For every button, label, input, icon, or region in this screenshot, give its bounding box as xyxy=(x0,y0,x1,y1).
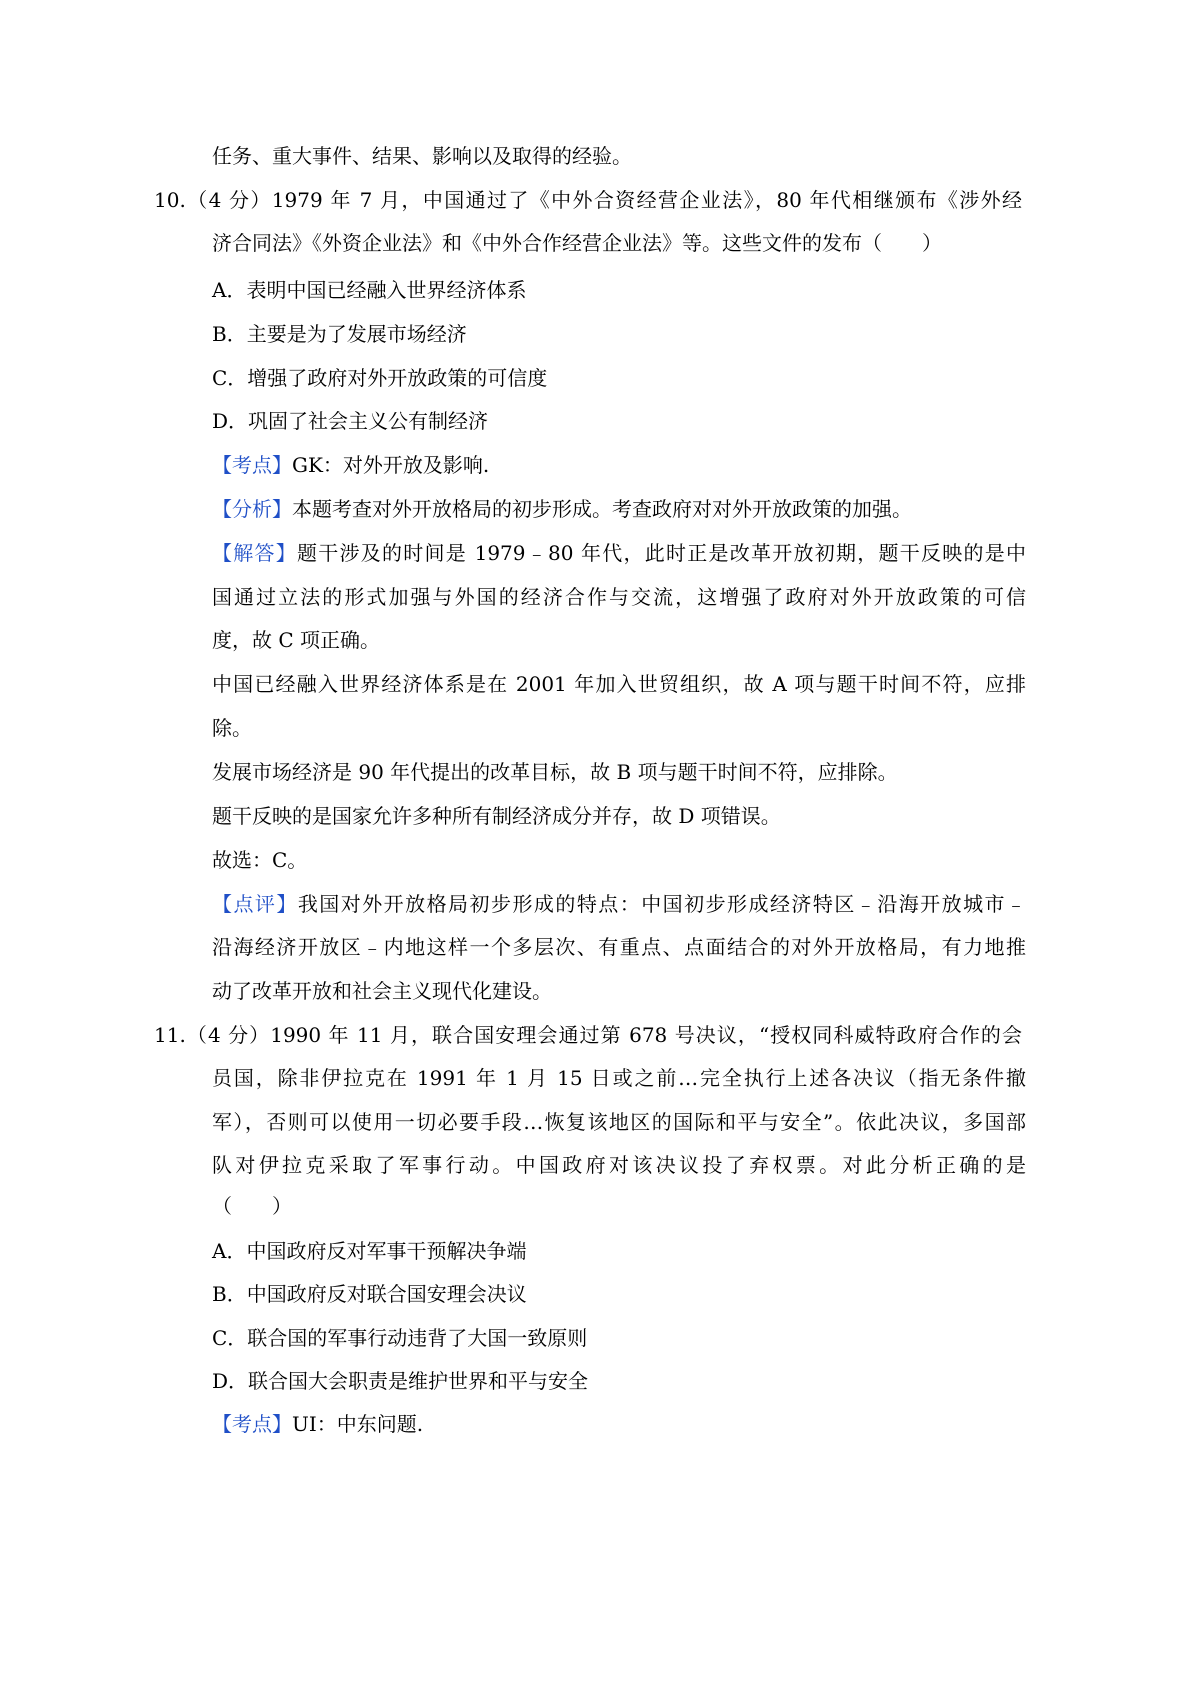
q11-option-b: B．中国政府反对联合国安理会决议 xyxy=(212,1282,527,1306)
q11-stem-line-4: 队对伊拉克采取了军事行动。中国政府对该决议投了弃权票。对此分析正确的是 xyxy=(212,1153,1026,1177)
q10-kaodian xyxy=(212,451,489,479)
q10-jieda-line-6: 发展市场经济是 90 年代提出的改革目标，故 B 项与题干时间不符，应排除。 xyxy=(212,760,898,784)
q11-option-c: C．联合国的军事行动违背了大国一致原则 xyxy=(212,1326,588,1350)
q10-jieda-line-7: 题干反映的是国家允许多种所有制经济成分并存，故 D 项错误。 xyxy=(212,804,781,828)
q10-option-d: D．巩固了社会主义公有制经济 xyxy=(212,409,489,433)
q11-stem-line-2: 员国，除非伊拉克在 1991 年 1 月 15 日或之前…完全执行上述各决议（指无条件撤 xyxy=(212,1066,1026,1090)
q11-stem-line-5: （ ） xyxy=(212,1194,292,1218)
kaodian-text: GK：对外开放及影响. xyxy=(292,453,490,477)
q10-jieda-line-4: 中国已经融入世界经济体系是在 2001 年加入世贸组织，故 A 项与题干时间不符，应排 xyxy=(212,672,1026,696)
dianping-tag: 【点评】 xyxy=(212,892,298,916)
q10-option-a: A．表明中国已经融入世界经济体系 xyxy=(212,278,527,302)
q10-stem-line-2: 济合同法》《外资企业法》和《中外合作经营企业法》等。这些文件的发布（ ） xyxy=(212,231,942,255)
q10-jieda-line-2: 国通过立法的形式加强与外国的经济合作与交流，这增强了政府对外开放政策的可信 xyxy=(212,585,1026,609)
q10-jieda-line-3: 度，故 C 项正确。 xyxy=(212,628,381,652)
q10-option-c: C．增强了政府对外开放政策的可信度 xyxy=(212,366,548,390)
q11-stem-line-3: 军），否则可以使用一切必要手段…恢复该地区的国际和平与安全”。依此决议，多国部 xyxy=(212,1110,1026,1134)
jieda-tag: 【解答】 xyxy=(212,541,297,565)
q10-stem-line-1: 10.（4 分）1979 年 7 月，中国通过了《中外合资经营企业法》，80 年代相继颁布《涉外经 xyxy=(154,188,1022,212)
q11-stem-line-1: 11.（4 分）1990 年 11 月，联合国安理会通过第 678 号决议，“授权同科威特政府合作的会 xyxy=(154,1023,1022,1047)
q11-option-d: D．联合国大会职责是维护世界和平与安全 xyxy=(212,1369,589,1393)
q10-dianping-line-2: 沿海经济开放区﹣内地这样一个多层次、有重点、点面结合的对外开放格局，有力地推 xyxy=(212,935,1026,959)
q11-kaodian xyxy=(212,1410,423,1438)
q10-dianping-line-3: 动了改革开放和社会主义现代化建设。 xyxy=(212,979,552,1003)
q10-fenxi xyxy=(212,495,912,523)
fenxi-tag: 【分析】 xyxy=(212,497,292,521)
fenxi-text: 本题考查对外开放格局的初步形成。考查政府对对外开放政策的加强。 xyxy=(292,497,912,521)
kaodian-text: UI：中东问题. xyxy=(292,1412,424,1436)
q10-dianping-line-1 xyxy=(212,890,1026,918)
kaodian-tag: 【考点】 xyxy=(212,1412,292,1436)
q10-answer: 故选：C。 xyxy=(212,848,308,872)
q11-option-a: A．中国政府反对军事干预解决争端 xyxy=(212,1239,527,1263)
q10-jieda-line-1 xyxy=(212,539,1026,567)
kaodian-tag: 【考点】 xyxy=(212,453,292,477)
q10-option-b: B．主要是为了发展市场经济 xyxy=(212,322,467,346)
q10-jieda-line-5: 除。 xyxy=(212,716,252,740)
previous-question-tail: 任务、重大事件、结果、影响以及取得的经验。 xyxy=(212,144,632,168)
dianping-text-1: 我国对外开放格局初步形成的特点：中国初步形成经济特区﹣沿海开放城市﹣ xyxy=(297,892,1027,916)
jieda-text-1: 题干涉及的时间是 1979﹣80 年代，此时正是改革开放初期，题干反映的是中 xyxy=(297,541,1027,565)
